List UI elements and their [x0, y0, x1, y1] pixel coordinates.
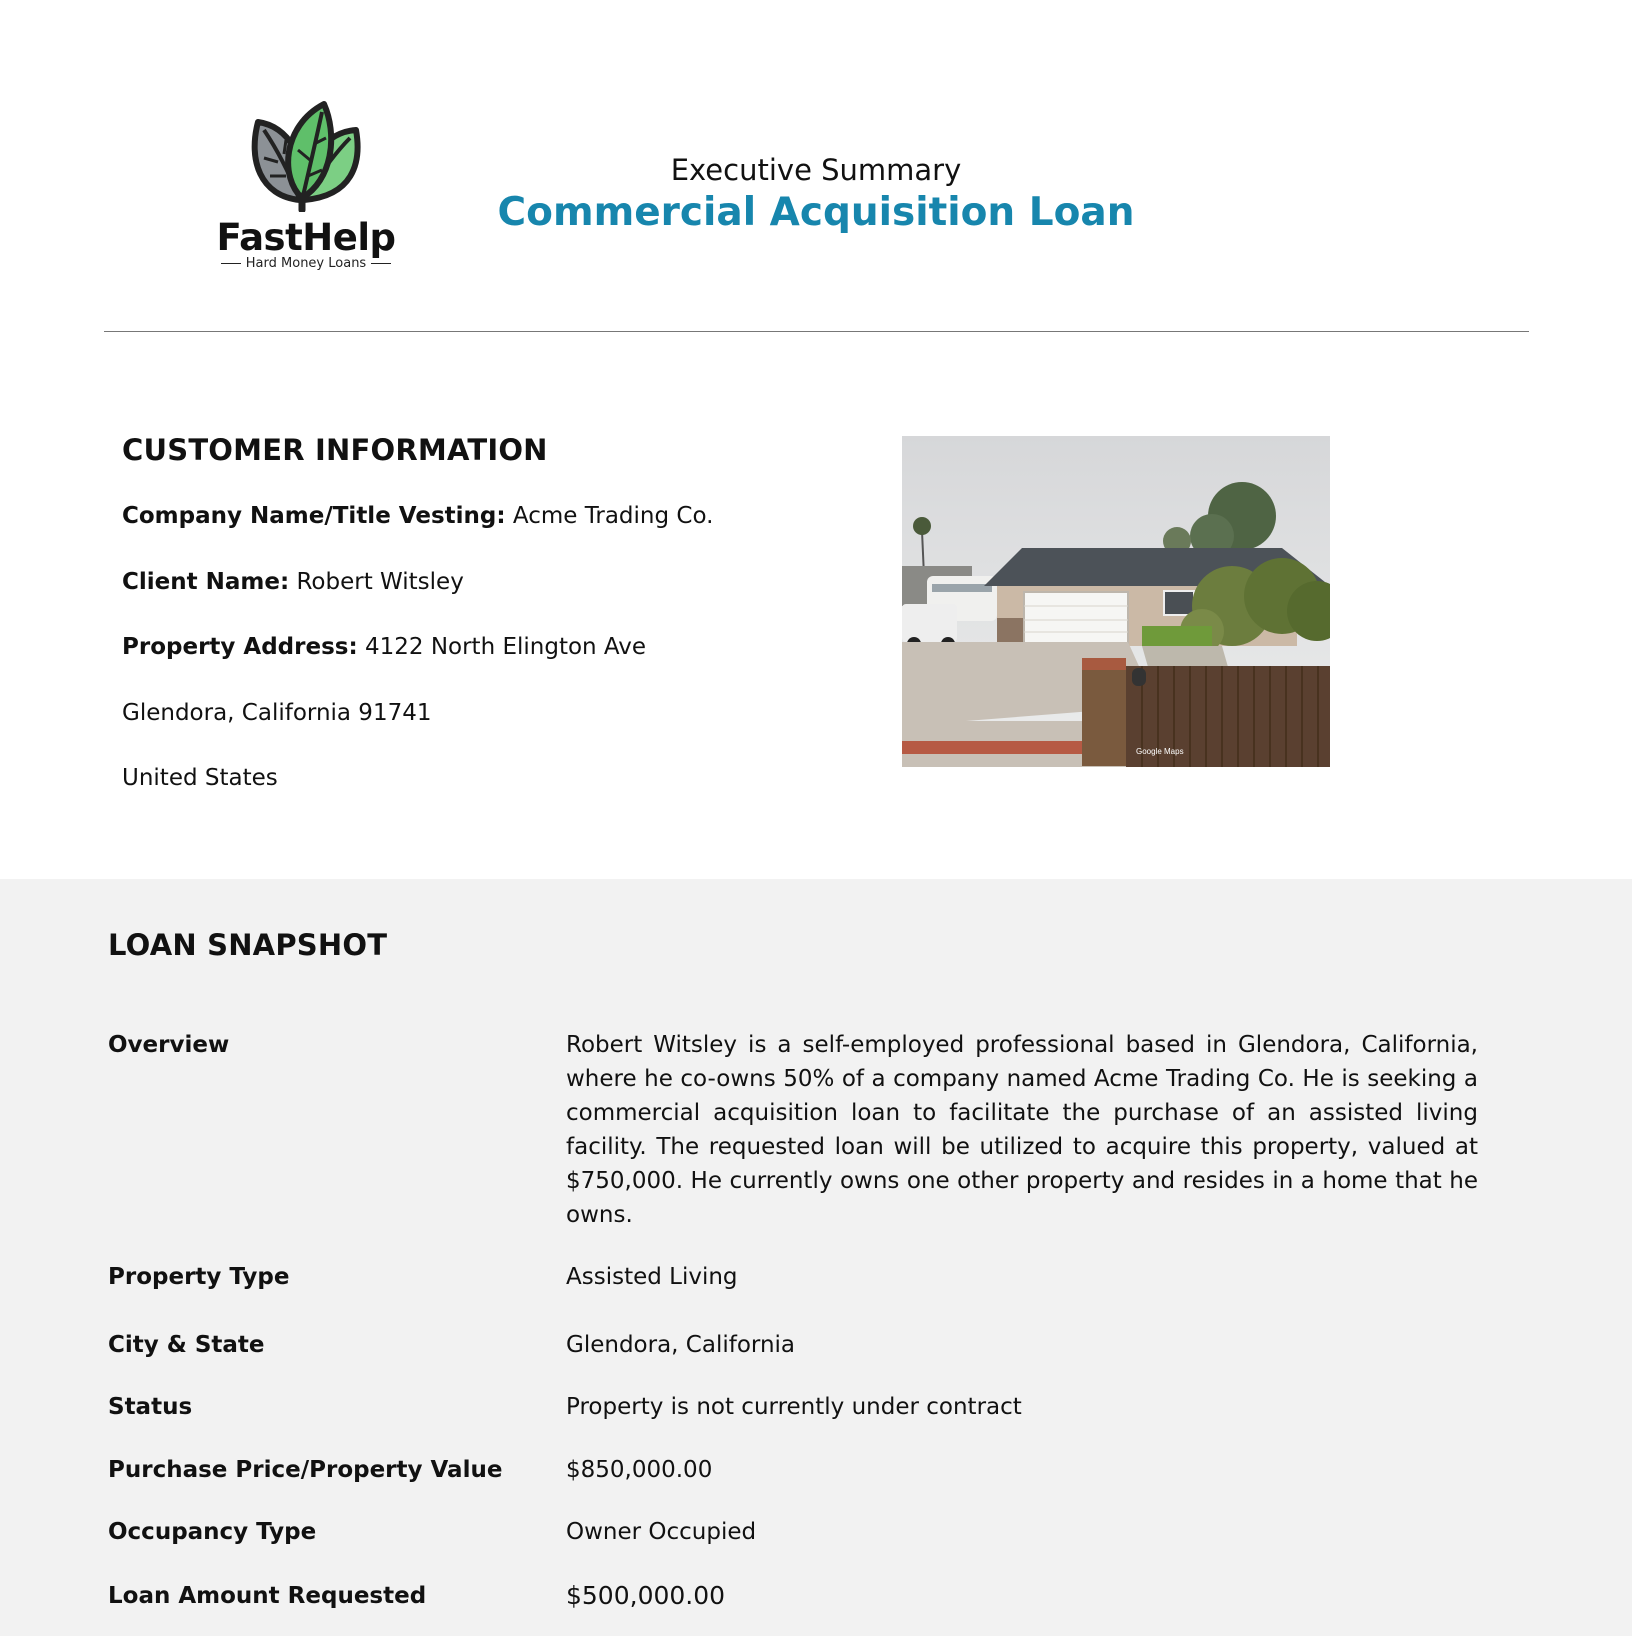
- document-title: Commercial Acquisition Loan: [497, 190, 1135, 235]
- row-label: City & State: [108, 1332, 265, 1358]
- leaf-logo-icon: [242, 100, 370, 212]
- row-label: Loan Amount Requested: [108, 1583, 427, 1609]
- document-header: [480, 150, 1152, 236]
- property-photo: [902, 436, 1330, 767]
- row-value: Robert Witsley is a self-employed professional based in Glendora, California, where he co-owns 50% of a company named Acme Trading Co. He is seeking a commercial acquisition loan to facilitate the purchase of an assisted living facility. The requested loan will be utilized to acquire this property, valued at $750,000. He currently owns one other property and resides in a home that he owns.: [566, 1032, 1478, 1228]
- address-value: 4122 North Elington Ave: [364, 634, 647, 660]
- logo-tagline: Hard Money Loans: [206, 256, 406, 271]
- country-line: United States: [122, 765, 278, 791]
- document-kicker: Executive Summary: [670, 153, 962, 187]
- row-label: Overview: [108, 1032, 230, 1058]
- client-value: Robert Witsley: [296, 569, 464, 595]
- row-label: Occupancy Type: [108, 1519, 317, 1545]
- company-label: Company Name/Title Vesting:: [122, 503, 506, 529]
- property-address-line: [122, 631, 646, 663]
- company-name-line: [122, 500, 713, 532]
- loan-heading: LOAN SNAPSHOT: [108, 928, 388, 962]
- row-value: Property is not currently under contract: [566, 1394, 1022, 1420]
- client-name-line: [122, 566, 464, 598]
- photo-watermark: Google Maps: [1136, 747, 1184, 756]
- logo-wordmark: FastHelp: [216, 216, 396, 259]
- city-line: Glendora, California 91741: [122, 700, 432, 726]
- customer-information-section: [122, 430, 882, 791]
- row-label: Purchase Price/Property Value: [108, 1457, 503, 1483]
- row-value: $850,000.00: [566, 1457, 713, 1483]
- customer-heading: CUSTOMER INFORMATION: [122, 433, 548, 467]
- row-value: Glendora, California: [566, 1332, 796, 1358]
- row-label: Property Type: [108, 1264, 290, 1290]
- row-value: Assisted Living: [566, 1264, 738, 1290]
- company-value: Acme Trading Co.: [512, 503, 714, 529]
- loan-snapshot-section: [0, 879, 1632, 1636]
- row-value: $500,000.00: [566, 1581, 726, 1610]
- client-label: Client Name:: [122, 569, 290, 595]
- address-label: Property Address:: [122, 634, 358, 660]
- row-label: Status: [108, 1394, 193, 1420]
- company-logo: [206, 100, 406, 280]
- header-divider: [104, 331, 1529, 332]
- row-value: Owner Occupied: [566, 1519, 757, 1545]
